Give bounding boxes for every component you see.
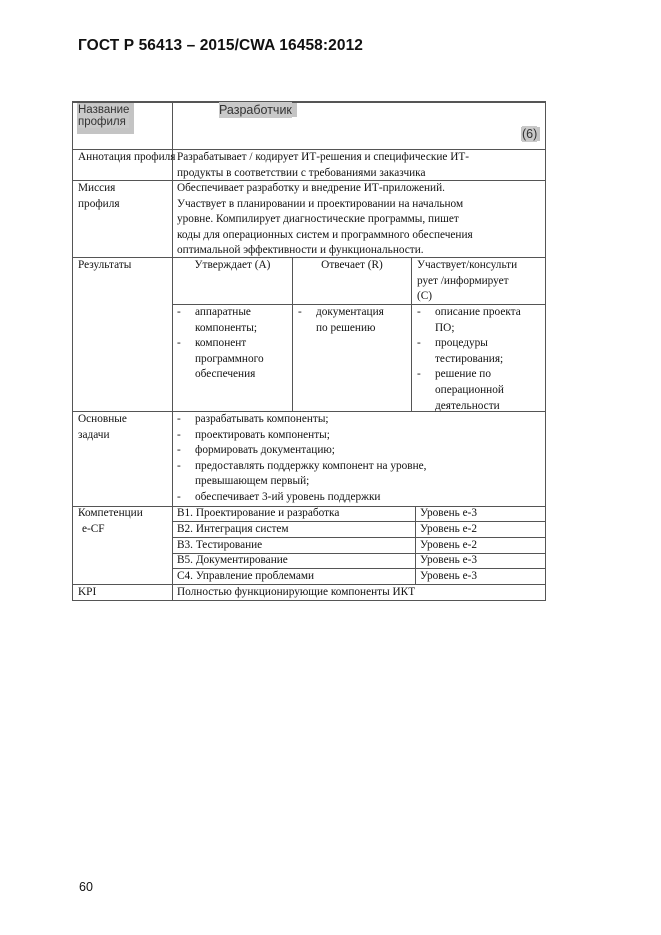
- competence-level: Уровень e-2: [420, 539, 478, 551]
- competence-name: B5. Документирование: [177, 554, 288, 566]
- list-item: - формировать документацию;: [174, 443, 427, 459]
- label-column-divider: [172, 101, 173, 601]
- kpi-value: Полностью функционирующие компоненты ИКТ: [177, 586, 416, 598]
- list-item: - проектировать компоненты;: [174, 428, 427, 444]
- results-consults-list: [414, 305, 521, 414]
- competences-label: Компетенции e-CF: [78, 507, 143, 535]
- results-column-divider: [292, 257, 293, 412]
- annotation-label: Аннотация профиля: [78, 151, 176, 163]
- table-border-right: [545, 101, 546, 601]
- list-item: - описание проекта ПО;: [414, 305, 521, 336]
- results-label: Результаты: [78, 259, 132, 271]
- list-item: - процедуры тестирования;: [414, 336, 521, 367]
- competence-level: Уровень e-2: [420, 523, 478, 535]
- competence-level: Уровень e-3: [420, 507, 478, 519]
- tasks-list: [174, 412, 427, 506]
- list-item: - аппаратные компоненты;: [174, 305, 264, 336]
- competence-level: Уровень e-3: [420, 554, 478, 566]
- results-responsible-list: [295, 305, 384, 336]
- competence-level-divider: [415, 506, 416, 585]
- table-border-left: [72, 101, 73, 601]
- annotation-text: Разрабатывает / кодирует ИТ-решения и специфические ИТ- продукты в соответствии с требованиями заказчика: [177, 151, 470, 179]
- competence-name: B3. Тестирование: [177, 539, 263, 551]
- competence-name: C4. Управление проблемами: [177, 570, 315, 582]
- table-border-top: [72, 101, 546, 103]
- profile-name: Разработчик: [219, 103, 292, 117]
- list-item: - предоставлять поддержку компонент на уровне, превышающем первый;: [174, 459, 427, 490]
- mission-label: Миссия профиля: [78, 182, 120, 210]
- results-header-responsible: Отвечает (R): [321, 259, 383, 271]
- document-header: ГОСТ Р 56413 – 2015/CWA 16458:2012: [78, 37, 364, 54]
- list-item: - решение по операционной деятельности: [414, 367, 521, 414]
- kpi-label: KPI: [78, 586, 97, 598]
- list-item: - документация по решению: [295, 305, 384, 336]
- list-item: - обеспечивает 3-ий уровень поддержки: [174, 490, 427, 506]
- competence-name: B1. Проектирование и разработка: [177, 507, 340, 519]
- profile-name-label: Название профиля: [78, 104, 130, 128]
- list-item: - компонент программного обеспечения: [174, 336, 264, 383]
- page-number: 60: [79, 880, 93, 894]
- results-header-consults: Участвует/консульти рует /информирует (C): [417, 259, 518, 303]
- profile-number: (6): [522, 127, 538, 141]
- tasks-label: Основные задачи: [78, 413, 127, 441]
- competence-level: Уровень e-3: [420, 570, 478, 582]
- results-approves-list: [174, 305, 264, 383]
- results-column-divider: [411, 257, 412, 412]
- competence-name: B2. Интеграция систем: [177, 523, 289, 535]
- list-item: - разрабатывать компоненты;: [174, 412, 427, 428]
- results-header-approves: Утверждает (A): [194, 259, 271, 271]
- mission-text: Обеспечивает разработку и внедрение ИТ-приложений. Участвует в планировании и проектировании на начальном уровне. Компилирует диагностические программы, пишет коды для операционных систем и программного обеспечения оптимальной эффективности и функциональности.: [177, 182, 473, 257]
